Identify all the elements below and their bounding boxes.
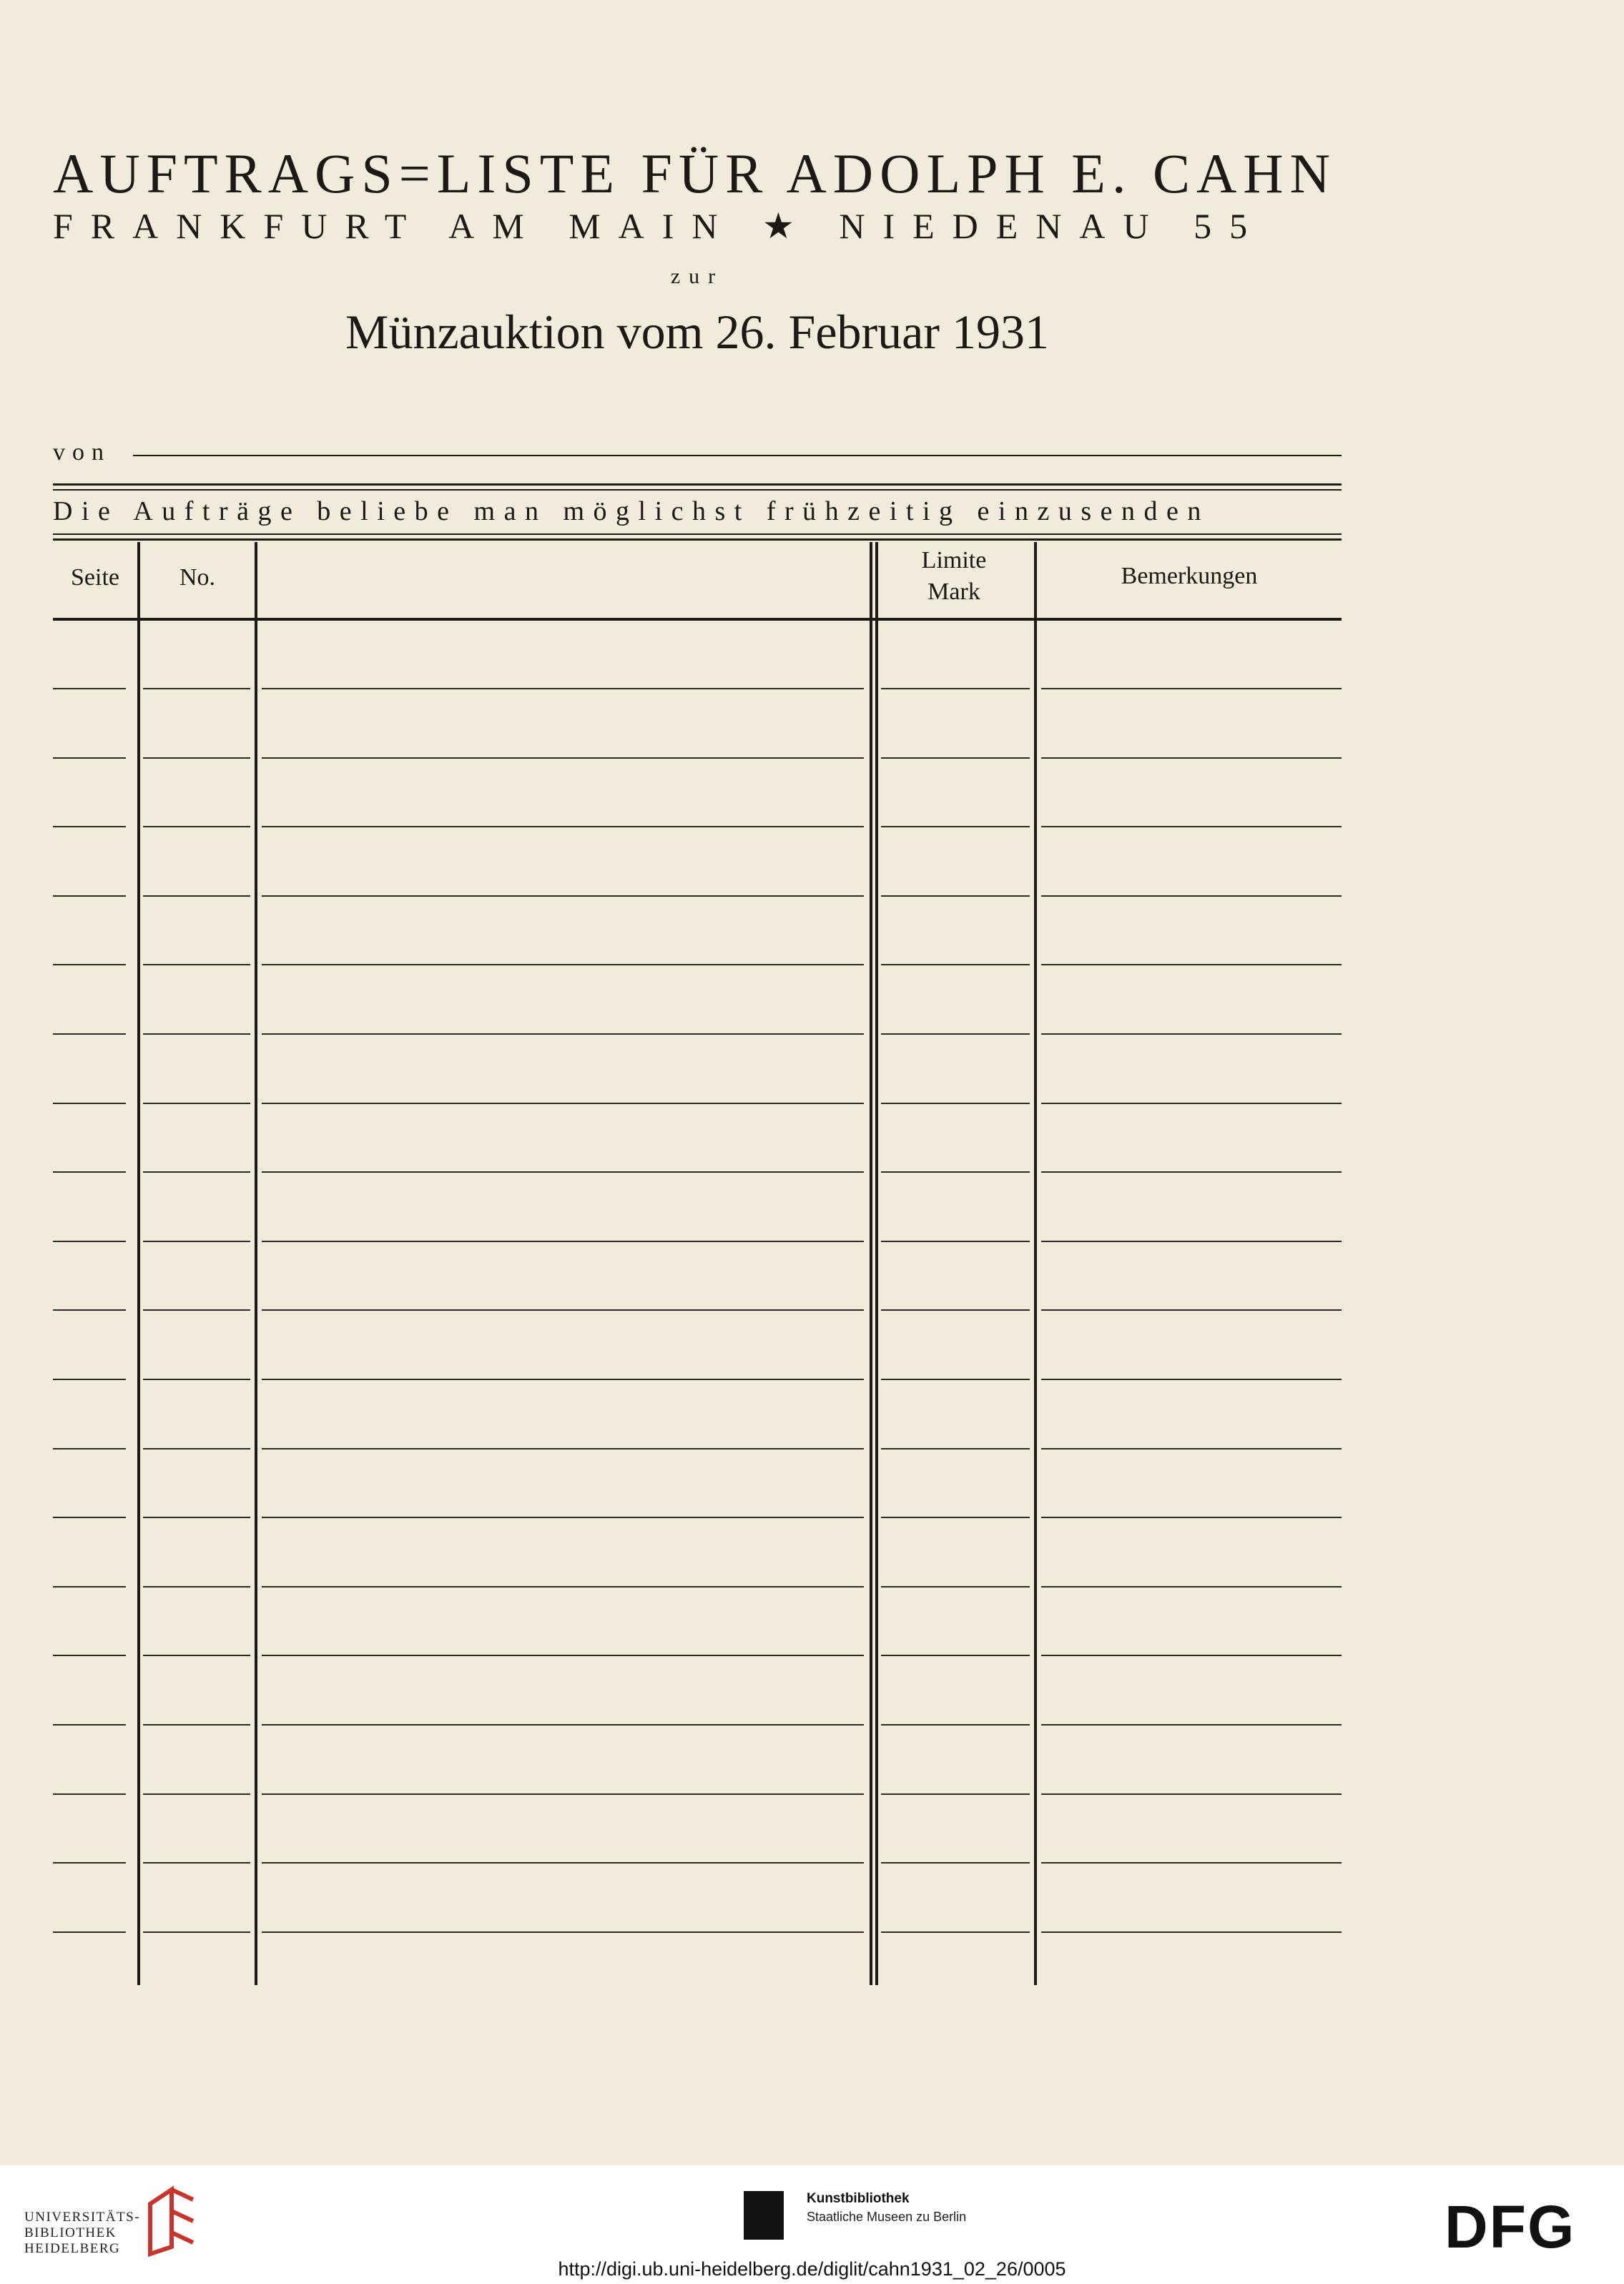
source-url[interactable]: http://digi.ub.uni-heidelberg.de/diglit/cahn1931_02_26/0005 — [558, 2258, 1066, 2280]
entry-row-line — [262, 688, 864, 689]
digitization-footer — [0, 2165, 1624, 2284]
entry-row-line — [262, 1586, 864, 1588]
entry-row-line — [143, 1793, 250, 1795]
entry-row-line — [53, 895, 126, 897]
column-header-page: Seite — [71, 564, 119, 591]
column-divider-1 — [137, 542, 140, 1985]
entry-row-line — [881, 1379, 1030, 1380]
university-library-logo-icon — [143, 2182, 200, 2261]
entry-row-line — [1041, 1171, 1342, 1173]
entry-row-line — [262, 826, 864, 827]
entry-row-line — [881, 1309, 1030, 1311]
entry-row-line — [881, 1724, 1030, 1726]
entry-row-line — [1041, 1724, 1342, 1726]
entry-row-line — [143, 1033, 250, 1035]
entry-row-line — [143, 1517, 250, 1518]
entry-row-line — [881, 1586, 1030, 1588]
entry-row-line — [53, 1586, 126, 1588]
entry-row-line — [143, 895, 250, 897]
entry-row-line — [143, 757, 250, 759]
entry-row-line — [143, 688, 250, 689]
kunstbibliothek-name: Kunstbibliothek — [807, 2191, 910, 2206]
entry-row-line — [143, 1241, 250, 1242]
double-rule-bottom — [53, 533, 1342, 535]
entry-row-line — [53, 1171, 126, 1173]
entry-row-line — [262, 1103, 864, 1104]
entry-row-line — [53, 757, 126, 759]
entry-row-line — [262, 1724, 864, 1726]
entry-row-line — [262, 1793, 864, 1795]
entry-row-line — [53, 1931, 126, 1933]
entry-row-line — [53, 1517, 126, 1518]
entry-row-line — [1041, 688, 1342, 689]
entry-row-line — [53, 1241, 126, 1242]
address-line: FRANKFURT AM MAIN ★ NIEDENAU 55 — [53, 206, 1266, 246]
entry-row-line — [53, 1655, 126, 1656]
double-rule-top-2 — [53, 489, 1342, 491]
entry-row-line — [262, 1517, 864, 1518]
entry-row-line — [881, 895, 1030, 897]
entry-row-line — [881, 1171, 1030, 1173]
entry-row-line — [143, 964, 250, 965]
entry-row-line — [53, 1793, 126, 1795]
column-divider-2 — [255, 542, 257, 1985]
entry-row-line — [1041, 757, 1342, 759]
connector-word: zur — [670, 265, 724, 288]
column-divider-4 — [1034, 542, 1037, 1985]
entry-row-line — [262, 1171, 864, 1173]
university-library-name — [24, 2210, 140, 2257]
entry-row-line — [262, 1448, 864, 1449]
entry-row-line — [53, 1309, 126, 1311]
entry-row-line — [262, 1862, 864, 1864]
entry-row-line — [53, 1033, 126, 1035]
entry-row-line — [881, 1931, 1030, 1933]
entry-row-line — [262, 895, 864, 897]
entry-row-line — [1041, 1517, 1342, 1518]
entry-row-line — [881, 964, 1030, 965]
entry-row-line — [262, 1379, 864, 1380]
entry-row-line — [1041, 1655, 1342, 1656]
museum-name: Staatliche Museen zu Berlin — [807, 2210, 967, 2224]
entry-row-line — [143, 826, 250, 827]
double-rule-top — [53, 483, 1342, 486]
entry-row-line — [881, 688, 1030, 689]
library-line-3: HEIDELBERG — [24, 2241, 121, 2256]
kunstbibliothek-logo-icon — [744, 2191, 784, 2240]
entry-row-line — [881, 1862, 1030, 1864]
entry-row-line — [262, 1655, 864, 1656]
entry-row-line — [1041, 1033, 1342, 1035]
column-header-limit — [874, 545, 1034, 608]
entry-row-line — [1041, 895, 1342, 897]
entry-row-line — [1041, 1793, 1342, 1795]
column-divider-3b — [875, 542, 878, 1985]
entry-row-line — [143, 1379, 250, 1380]
entry-row-line — [1041, 1448, 1342, 1449]
entry-row-line — [1041, 1862, 1342, 1864]
entry-row-line — [1041, 1241, 1342, 1242]
entry-row-line — [53, 1862, 126, 1864]
entry-row-line — [1041, 1379, 1342, 1380]
entry-row-line — [143, 1103, 250, 1104]
auction-title: Münzauktion vom 26. Februar 1931 — [345, 305, 1049, 359]
entry-row-line — [143, 1724, 250, 1726]
entry-row-line — [262, 1931, 864, 1933]
entry-row-line — [143, 1931, 250, 1933]
entry-row-line — [881, 1241, 1030, 1242]
column-header-remarks: Bemerkungen — [1121, 563, 1258, 589]
entry-row-line — [881, 1103, 1030, 1104]
entry-row-line — [53, 1448, 126, 1449]
entry-row-line — [1041, 1103, 1342, 1104]
entry-row-line — [143, 1655, 250, 1656]
entry-row-line — [1041, 1931, 1342, 1933]
column-header-number: No. — [179, 564, 216, 591]
entry-row-line — [53, 1103, 126, 1104]
entry-row-line — [1041, 1309, 1342, 1311]
entry-row-line — [881, 826, 1030, 827]
double-rule-bottom-2 — [53, 538, 1342, 541]
column-header-limit-line2: Mark — [927, 579, 980, 605]
entry-row-line — [1041, 964, 1342, 965]
entry-row-line — [143, 1448, 250, 1449]
entry-row-line — [143, 1862, 250, 1864]
entry-row-line — [881, 1655, 1030, 1656]
dfg-logo: DFG — [1445, 2193, 1576, 2260]
library-line-2: BIBLIOTHEK — [24, 2225, 117, 2240]
entry-row-line — [53, 688, 126, 689]
entry-row-line — [1041, 826, 1342, 827]
entry-row-line — [262, 1309, 864, 1311]
entry-row-line — [262, 1241, 864, 1242]
entry-row-line — [881, 1517, 1030, 1518]
entry-row-line — [881, 1793, 1030, 1795]
entry-row-line — [143, 1309, 250, 1311]
entry-row-line — [53, 826, 126, 827]
library-line-1: UNIVERSITÄTS- — [24, 2210, 140, 2225]
entry-row-line — [53, 964, 126, 965]
entry-row-line — [1041, 1586, 1342, 1588]
from-label: von — [53, 439, 111, 466]
entry-row-line — [881, 757, 1030, 759]
entry-row-line — [262, 757, 864, 759]
entry-row-line — [262, 964, 864, 965]
entry-row-line — [262, 1033, 864, 1035]
table-header-rule — [53, 618, 1342, 621]
column-header-limit-line1: Limite — [921, 547, 987, 574]
entry-row-line — [881, 1033, 1030, 1035]
entry-row-line — [143, 1586, 250, 1588]
entry-row-line — [53, 1724, 126, 1726]
notice-text: Die Aufträge beliebe man möglichst frühzeitig einzusenden — [53, 496, 1210, 526]
entry-row-line — [143, 1171, 250, 1173]
form-title: AUFTRAGS=LISTE FÜR ADOLPH E. CAHN — [53, 142, 1337, 205]
column-divider-3a — [870, 542, 872, 1985]
entry-row-line — [53, 1379, 126, 1380]
entry-row-line — [881, 1448, 1030, 1449]
from-signature-line — [133, 455, 1342, 456]
